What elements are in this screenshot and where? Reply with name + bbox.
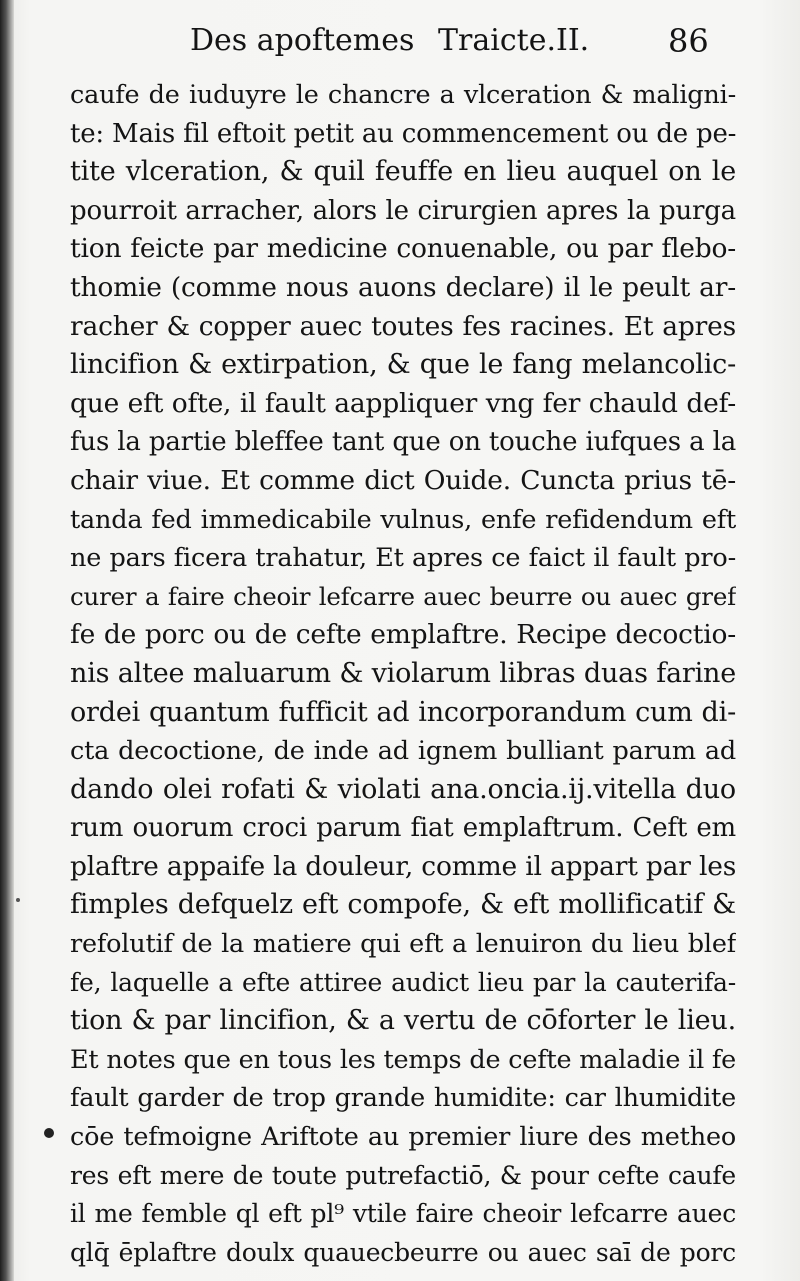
text-line: racher & copper auec toutes fes racines. Et apres xyxy=(70,310,736,342)
text-line: fault garder de trop grande humidite: car lhumidite xyxy=(70,1083,736,1114)
text-line: curer a faire cheoir lefcarre auec beurre ou auec gref xyxy=(70,581,736,611)
text-line: qlq̄ ēplaftre doulx quauecbeurre ou auec saī de porc xyxy=(70,1237,736,1267)
text-line: tite vlceration, & quil feuffe en lieu auquel on le xyxy=(70,156,736,188)
text-line: ne pars ficera trahatur, Et apres ce faict il fault pro- xyxy=(70,543,736,574)
text-line: ordei quantum fufficit ad incorporandum cum di- xyxy=(70,696,736,728)
text-line: cōe tefmoigne Ariftote au premier liure des metheo xyxy=(70,1122,736,1153)
page-number: 86 xyxy=(668,22,709,60)
text-line: thomie (comme nous auons declare) il le peult ar- xyxy=(70,271,736,303)
text-line: chair viue. Et comme dict Ouide. Cuncta prius tē- xyxy=(70,464,736,496)
text-line: Et notes que en tous les temps de cefte maladie il fe xyxy=(70,1044,736,1075)
page-gutter-shadow xyxy=(0,0,14,1281)
body-text xyxy=(70,76,736,1272)
text-line: fe, laquelle a efte attiree audict lieu par la cauterifa- xyxy=(70,967,736,997)
text-line: cta decoctione, de inde ad ignem bulliant parum ad xyxy=(70,736,736,767)
text-line: que eft ofte, il fault aappliquer vng fer chauld def- xyxy=(70,387,736,419)
text-line: tion & par lincifion, & a vertu de cōforter le lieu. xyxy=(70,1005,736,1037)
text-line: fimples defquelz eft compofe, & eft mollificatif & xyxy=(70,889,736,921)
text-line: fe de porc ou de cefte emplaftre. Recipe decoctio- xyxy=(70,619,736,651)
text-line: res eft mere de toute putrefactiō, & pour cefte caufe xyxy=(70,1160,736,1190)
text-line: fus la partie bleffee tant que on touche iufques a la xyxy=(70,427,736,458)
text-line: nis altee maluarum & violarum libras duas farine xyxy=(70,657,736,689)
text-line: il me femble ql eft pl⁹ vtile faire cheoir lefcarre auec xyxy=(70,1199,736,1229)
margin-dot-mark xyxy=(44,1128,54,1138)
text-line: plaftre appaife la douleur, comme il appart par les xyxy=(70,850,736,882)
text-line: tanda fed immedicabile vulnus, enfe refidendum eft xyxy=(70,504,736,535)
text-line: tion feicte par medicine conuenable, ou par flebo- xyxy=(70,233,736,265)
treatise-label: Traicte.II. xyxy=(438,23,590,58)
text-line: rum ouorum croci parum fiat emplaftrum. Ceft em xyxy=(70,813,736,844)
text-line: pourroit arracher, alors le cirurgien apres la purga xyxy=(70,195,736,226)
text-line: te: Mais fil eftoit petit au commencement ou de pe- xyxy=(70,118,736,149)
text-line: lincifion & extirpation, & que le fang melancolic- xyxy=(70,349,736,381)
margin-speck xyxy=(16,898,20,902)
text-line: refolutif de la matiere qui eft a lenuiron du lieu blef xyxy=(70,929,736,960)
running-title: Des apoftemes xyxy=(190,23,415,58)
page-header xyxy=(190,18,730,64)
text-line: caufe de iuduyre le chancre a vlceration & maligni- xyxy=(70,80,736,110)
text-line: dando olei rofati & violati ana.oncia.ij.vitella duo xyxy=(70,773,736,805)
